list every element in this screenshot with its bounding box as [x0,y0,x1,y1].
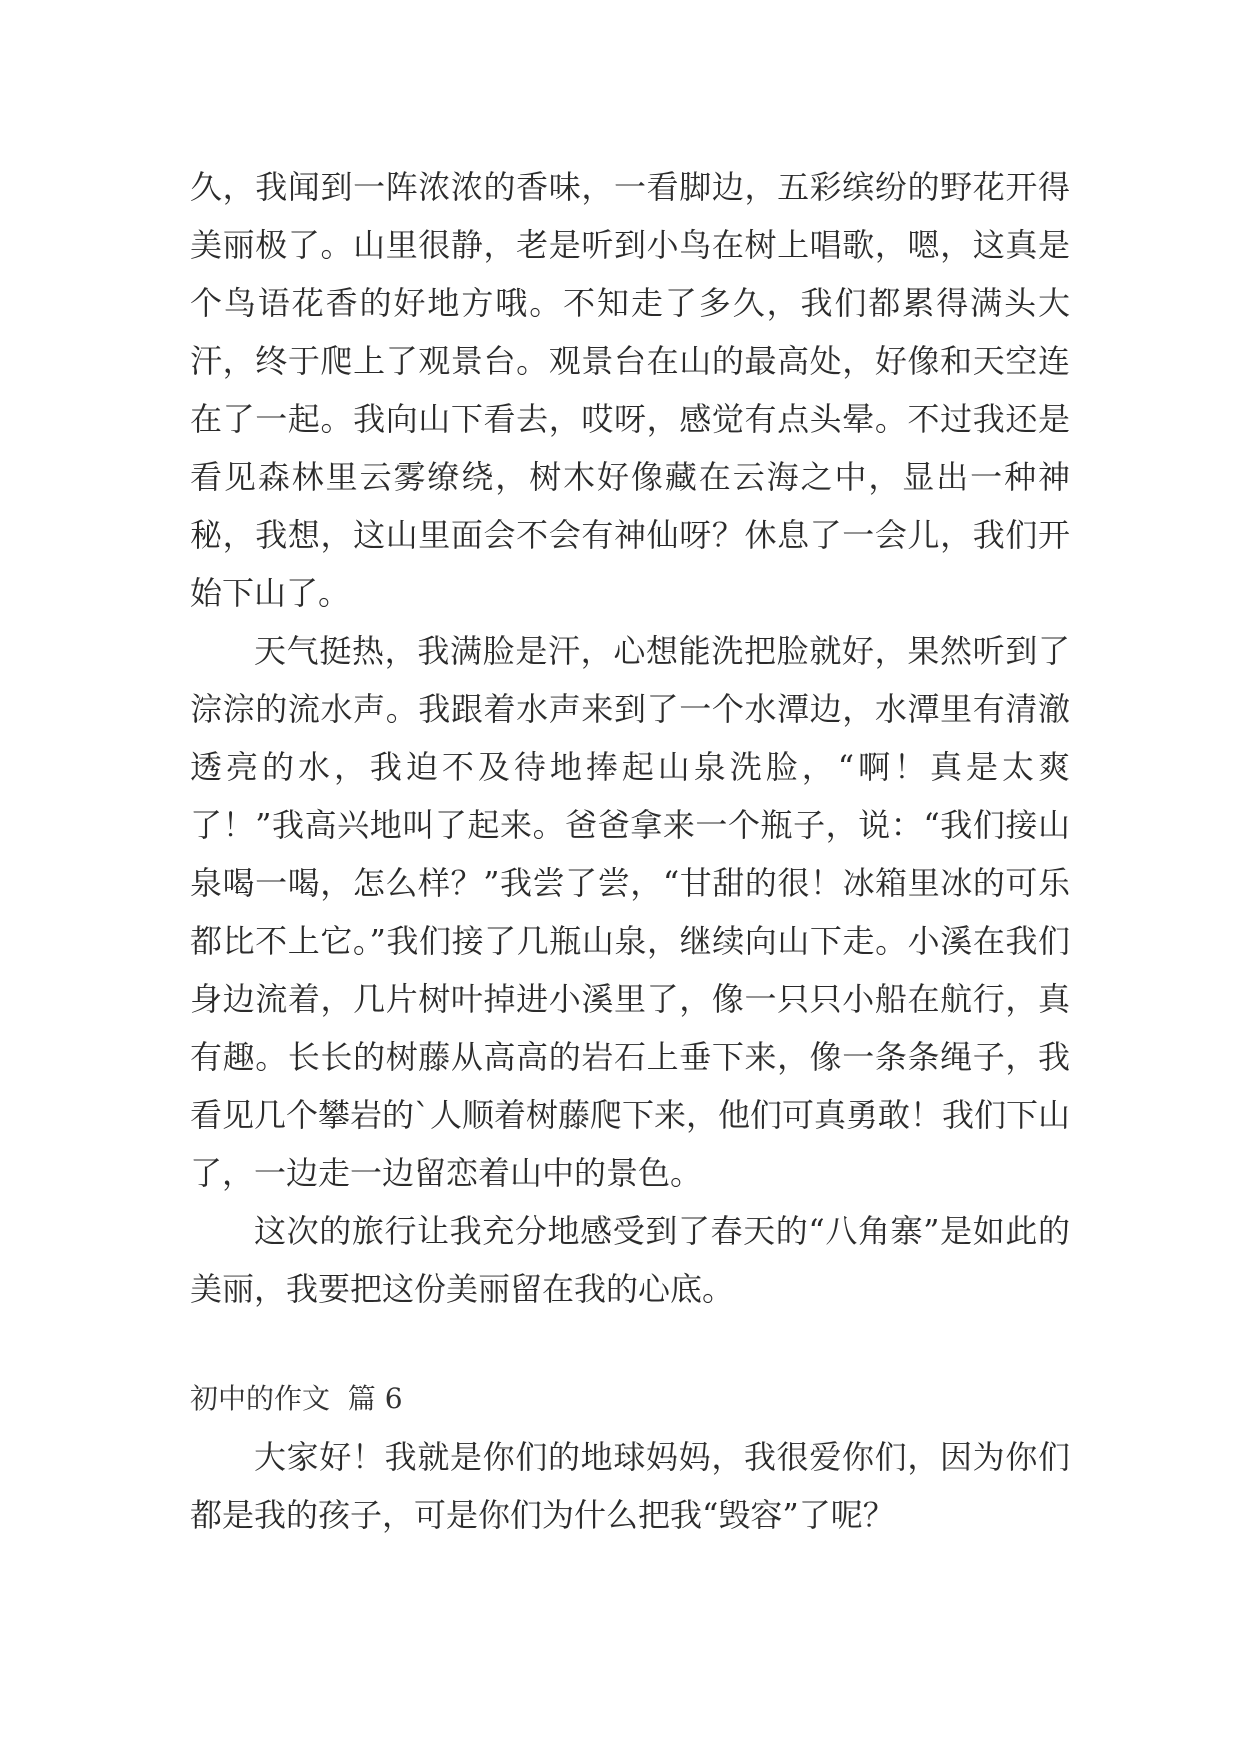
document-body [190,158,1070,1544]
section-paragraph-1: 大家好！我就是你们的地球妈妈，我很爱你们，因为你们都是我的孩子，可是你们为什么把我“毁容”了呢？ [190,1438,1070,1534]
paragraph-1: 久，我闻到一阵浓浓的香味，一看脚边，五彩缤纷的野花开得美丽极了。山里很静，老是听到小鸟在树上唱歌，嗯，这真是个鸟语花香的好地方哦。不知走了多久，我们都累得满头大汗，终于爬上了观景台。观景台在山的最高处，好像和天空连在了一起。我向山下看去，哎呀，感觉有点头晕。不过我还是看见森林里云雾缭绕，树木好像藏在云海之中，显出一种神秘，我想，这山里面会不会有神仙呀？休息了一会儿，我们开始下山了。 [190,168,1070,612]
paragraph-3: 这次的旅行让我充分地感受到了春天的“八角寨”是如此的美丽，我要把这份美丽留在我的心底。 [190,1212,1070,1308]
paragraph-2: 天气挺热，我满脸是汗，心想能洗把脸就好，果然听到了淙淙的流水声。我跟着水声来到了一个水潭边，水潭里有清澈透亮的水，我迫不及待地捧起山泉洗脸，“啊！真是太爽了！”我高兴地叫了起来。爸爸拿来一个瓶子，说：“我们接山泉喝一喝，怎么样？”我尝了尝，“甘甜的很！冰箱里冰的可乐都比不上它。”我们接了几瓶山泉，继续向山下走。小溪在我们身边流着，几片树叶掉进小溪里了，像一只只小船在航行，真有趣。长长的树藤从高高的岩石上垂下来，像一条条绳子，我看见几个攀岩的`人顺着树藤爬下来，他们可真勇敢！我们下山了，一边走一边留恋着山中的景色。 [190,632,1071,1192]
section-heading: 初中的作文 篇 6 [190,1382,403,1415]
